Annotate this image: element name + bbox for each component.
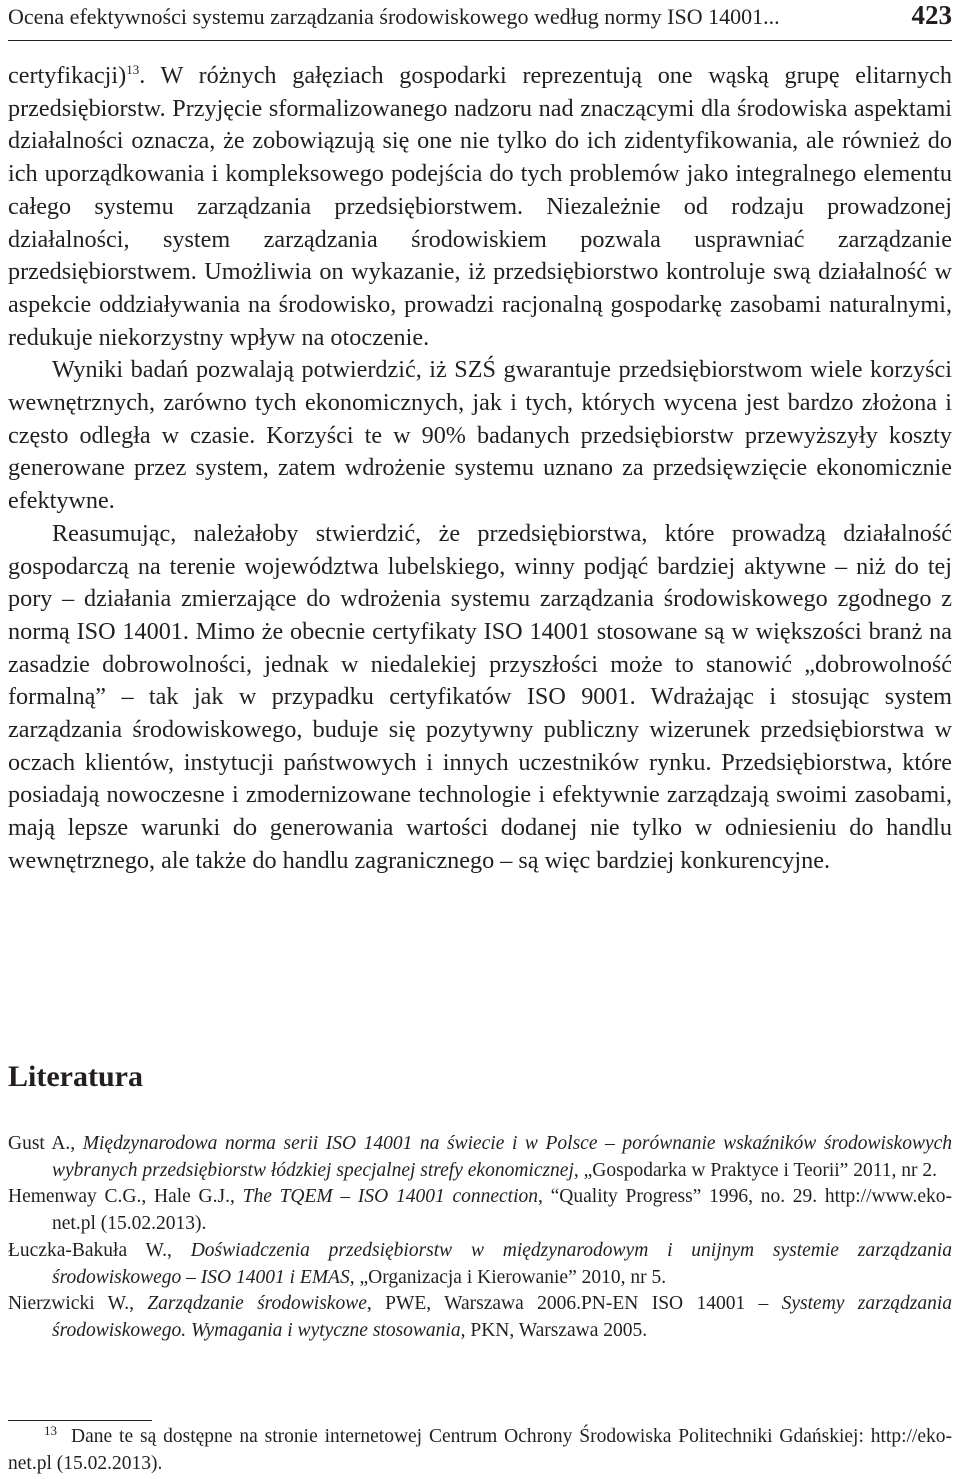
main-text	[8, 60, 952, 878]
ref-standard: PN-EN ISO 14001 –	[580, 1293, 782, 1315]
ref-standard-details: , PKN, Warszawa 2005.	[460, 1319, 648, 1341]
paragraph-1-rest: . W różnych gałęziach gospodarki reprezentują one wąską grupę elitarnych przedsiębiorstw. Przyjęcie sformalizowanego nadzoru nad znaczącymi dla środowiska aspektami działalności oznacza, że zobowiązują się one nie tylko do ich zidentyfikowania, ale również do ich uporządkowania i kompleksowego podejścia do tych problemów jako integralnego elementu całego systemu zarządzania przedsiębiorstwem. Niezależnie od rodzaju prowadzonej działalności, system zarządzania środowiskiem pozwala usprawniać zarządzanie przedsiębiorstwem. Umożliwia on wykazanie, iż przedsiębiorstwo kontroluje swą działalność w aspekcie oddziaływania na środowisko, prowadzi racjonalną gospodarkę zasobami naturalnymi, redukuje niekorzystny wpływ na otoczenie.	[8, 62, 952, 351]
ref-separator: ,	[167, 1239, 191, 1261]
ref-title: Międzynarodowa norma serii ISO 14001 na świecie i w Polsce – porównanie wskaźników środowiskowych wybranych przedsiębiorstw łódzkiej specjalnej strefy ekonomicznej	[52, 1133, 953, 1181]
section-title-literatura: Literatura	[8, 1060, 143, 1093]
ref-details: , „Gospodarka w Praktyce i Teorii” 2011, nr 2.	[573, 1159, 937, 1181]
running-title: Ocena efektywności systemu zarządzania środowiskowego według normy ISO 14001...	[8, 4, 780, 29]
ref-details[interactable]: , “Quality Progress” 1996, no. 29. http://www.eko-net.pl (15.02.2013).	[52, 1186, 953, 1235]
ref-details: , „Organizacja i Kierowanie” 2010, nr 5.	[349, 1266, 667, 1288]
paragraph-1-start: certyfikacji)	[8, 62, 127, 89]
ref-title: Doświadczenia przedsiębiorstw w międzynarodowym i unijnym systemie zarządzania środowiskowego – ISO 14001 i EMAS	[52, 1239, 953, 1288]
ref-author: Hemenway C.G., Hale G.J.	[8, 1186, 230, 1208]
ref-standard-title: Systemy zarządzania środowiskowego. Wymagania i wytyczne stosowania	[52, 1293, 953, 1341]
running-header	[8, 0, 952, 41]
ref-separator: ,	[229, 1186, 243, 1208]
reference-item	[8, 1131, 952, 1184]
footnote-divider	[8, 1420, 152, 1421]
ref-title: The TQEM – ISO 14001 connection	[242, 1186, 539, 1208]
paragraph-2: Wyniki badań pozwalają potwierdzić, iż SZŚ gwarantuje przedsiębiorstwom wiele korzyści wewnętrznych, zarówno tych ekonomicznych, jak i tych, których wycena jest bardzo złożona i często odległa w czasie. Korzyści te w 90% badanych przedsiębiorstw przewyższyły koszty generowane przez system, zatem wdrożenie systemu uznano za przedsięwzięcie ekonomicznie efektywne.	[8, 356, 952, 515]
ref-details: , PWE, Warszawa 2006.	[366, 1293, 581, 1315]
ref-separator: ,	[129, 1293, 148, 1315]
footnote-13	[8, 1424, 952, 1477]
reference-item	[8, 1184, 952, 1237]
paragraph-3: Reasumując, należałoby stwierdzić, że przedsiębiorstwa, które prowadzą działalność gospodarczą na terenie województwa lubelskiego, winny podjąć bardziej aktywne – niż do tej pory – działania zmierzające do wdrożenia systemu zarządzania środowiskowego zgodnego z normą ISO 14001. Mimo że obecnie certyfikaty ISO 14001 stosowane są w większości branż na zasadzie dobrowolności, jednak w niedalekiej przyszłości może to stanowić „dobrowolność formalną” – tak jak w przypadku certyfikatów ISO 9001. Wdrażając i stosując system zarządzania środowiskowego, buduje się pozytywny publiczny wizerunek przedsiębiorstwa w oczach klientów, instytucji państwowych i innych uczestników rynku. Przedsiębiorstwa, które posiadają nowoczesne i zmodernizowane technologie i efektywnie zarządzają swoimi zasobami, mają lepsze warunki do generowania wartości dodanej nie tylko w odniesieniu do handlu wewnętrznego, ale także do handlu zagranicznego – są więc bardziej konkurencyjne.	[8, 519, 952, 874]
footnote-ref-13[interactable]: 13	[126, 61, 140, 77]
ref-author: Nierzwicki W.	[8, 1293, 130, 1315]
ref-title: Zarządzanie środowiskowe	[147, 1293, 367, 1315]
page-number: 423	[911, 0, 952, 30]
reference-item	[8, 1238, 952, 1291]
footnote-mark: 13	[44, 1422, 57, 1438]
reference-item	[8, 1291, 952, 1344]
ref-author: Łuczka-Bakuła W.	[8, 1239, 168, 1261]
ref-separator: ,	[70, 1133, 83, 1154]
reference-list	[8, 1131, 952, 1345]
ref-author: Gust A.	[8, 1133, 71, 1154]
paragraph-1	[8, 60, 952, 354]
footnote-text: Dane te są dostępne na stronie internetowej Centrum Ochrony Środowiska Politechniki Gdańskiej: http://eko-net.pl (15.02.2013).	[8, 1426, 952, 1474]
